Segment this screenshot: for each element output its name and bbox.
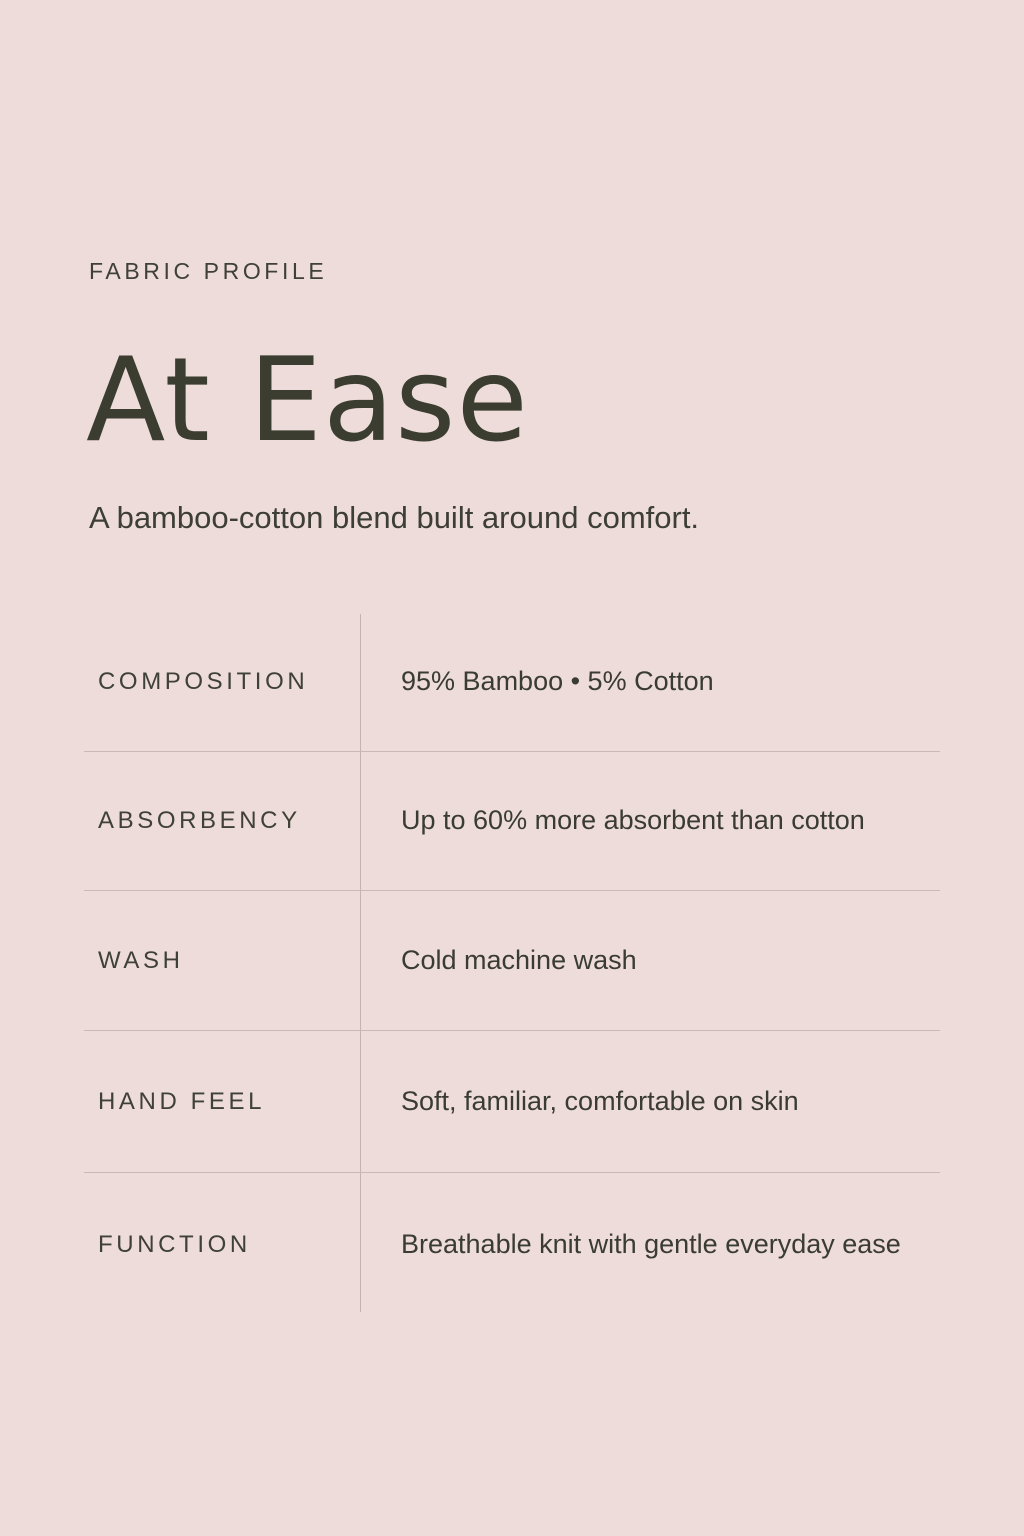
spec-row-wash [84, 891, 940, 1031]
spec-row-hand-feel [84, 1031, 940, 1173]
spec-value: Soft, familiar, comfortable on skin [401, 1086, 799, 1116]
spec-label: COMPOSITION [98, 668, 309, 695]
spec-label: HAND FEEL [98, 1088, 266, 1115]
spec-value: Cold machine wash [401, 945, 637, 975]
spec-row-function [84, 1173, 940, 1312]
spec-label: FUNCTION [98, 1231, 251, 1258]
page-title: At Ease [86, 333, 529, 468]
spec-label: WASH [98, 947, 184, 974]
spec-row-composition [84, 614, 940, 752]
subtitle: A bamboo-cotton blend built around comfort. [89, 500, 700, 535]
spec-value: Breathable knit with gentle everyday ease [401, 1229, 901, 1259]
spec-value: 95% Bamboo • 5% Cotton [401, 666, 714, 696]
spec-label: ABSORBENCY [98, 807, 301, 834]
eyebrow-label: FABRIC PROFILE [89, 258, 328, 284]
spec-value: Up to 60% more absorbent than cotton [401, 805, 865, 835]
spec-table [84, 614, 940, 1312]
spec-row-absorbency [84, 752, 940, 891]
